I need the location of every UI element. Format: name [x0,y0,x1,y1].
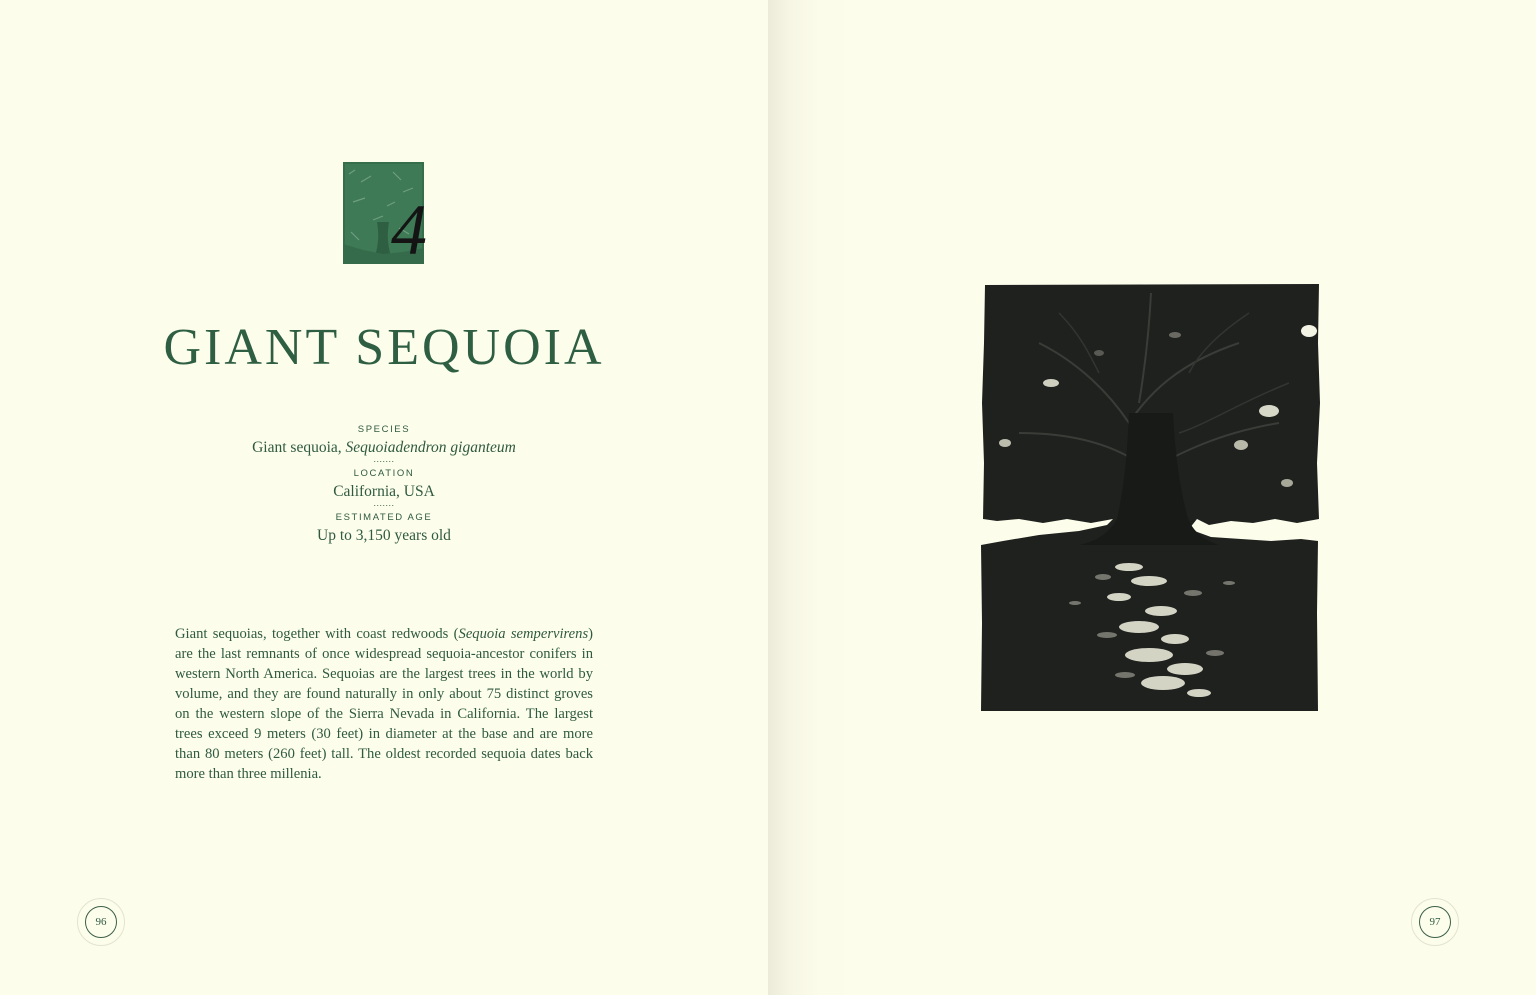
fact-value-species-common: Giant sequoia, [252,439,346,456]
page-number-right [1411,898,1459,946]
fact-label-species: SPECIES [357,424,411,435]
page-number-right-label: 97 [1419,906,1451,938]
fact-value-age: Up to 3,150 years old [317,527,451,544]
fact-age [0,512,768,546]
fact-location [0,468,768,508]
fact-value-species-scientific: Sequoiadendron giganteum [345,439,516,456]
fact-label-age: ESTIMATED AGE [335,512,433,523]
giant-sequoia-woodcut-icon [979,283,1321,713]
fact-divider: ....... [373,454,395,464]
fact-species [0,424,768,464]
tree-facts [0,424,768,546]
fact-value-location: California, USA [333,483,435,500]
body-text-part-2: ) are the last remnants of once widespread sequoia-ancestor conifers in western North America. Sequoias are the largest trees in the world by volume, and they are found naturally in only about 75 distinct groves on the western slope of the Sierra Nevada in California. The largest trees exceed 9 meters (30 feet) in diameter at the base and are more than 80 meters (260 feet) tall. The oldest recorded sequoia dates back more than three millenia. [175,626,594,782]
body-text-italic: Sequoia sempervirens [458,626,589,642]
page-number-left-label: 96 [85,906,117,938]
fact-label-location: LOCATION [353,468,415,479]
fact-divider: ....... [373,498,395,508]
chapter-mark [343,162,433,270]
page-number-left [77,898,125,946]
body-text-part-1: Giant sequoias, together with coast redwoods ( [175,626,459,642]
chapter-number: 4 [391,190,427,270]
page-title: GIANT SEQUOIA [163,319,605,376]
body-paragraph [175,624,593,784]
